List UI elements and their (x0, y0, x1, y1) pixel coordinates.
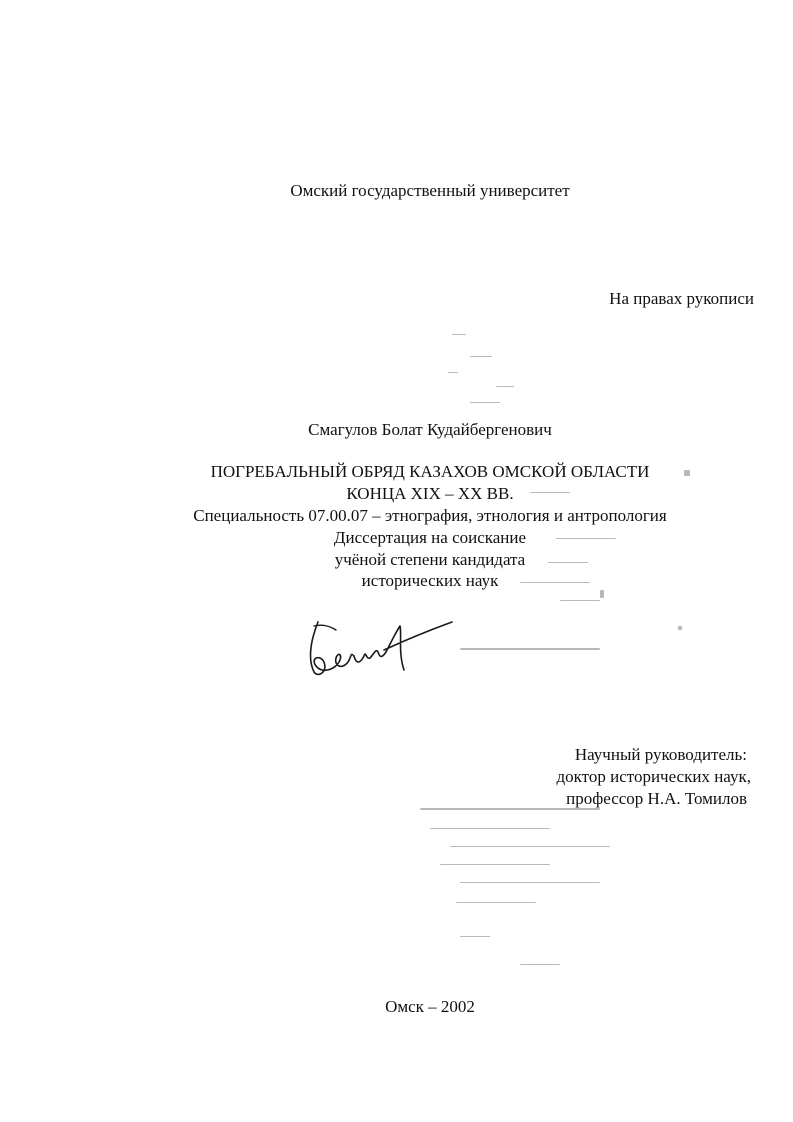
specialty-line: Специальность 07.00.07 – этнография, этнология и антропология (193, 506, 667, 525)
degree-line1: Диссертация на соискание (333, 528, 527, 547)
university-name: Омский государственный университет (290, 181, 570, 200)
dissertation-title-line1: ПОГРЕБАЛЬНЫЙ ОБРЯД КАЗАХОВ ОМСКОЙ ОБЛАСТИ (210, 462, 650, 481)
degree-line2: учёной степени кандидата (334, 550, 526, 569)
signature-image (300, 612, 460, 682)
supervisor-name: профессор Н.А. Томилов (566, 789, 747, 808)
place-year: Омск – 2002 (385, 997, 475, 1016)
rights-notice: На правах рукописи (609, 289, 754, 308)
dissertation-title-line2: КОНЦА XIX – XX ВВ. (346, 484, 514, 503)
author-name: Смагулов Болат Кудайбергенович (308, 420, 552, 439)
degree-line3: исторических наук (361, 571, 499, 590)
supervisor-degree: доктор исторических наук, (556, 767, 751, 786)
supervisor-label: Научный руководитель: (574, 745, 747, 764)
